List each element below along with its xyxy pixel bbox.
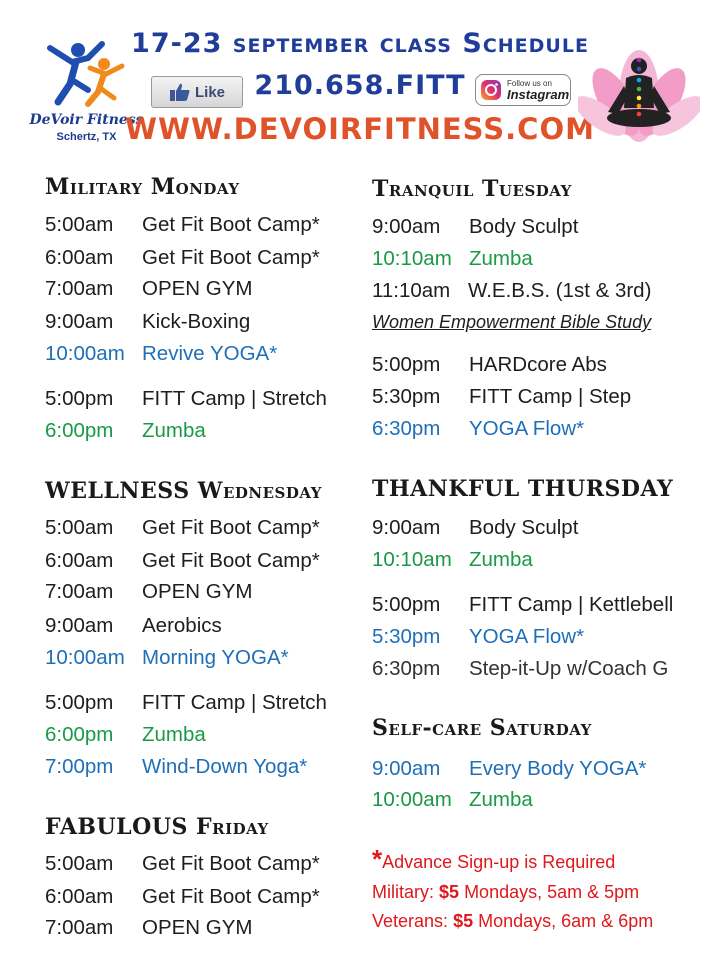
class-name: YOGA Flow* [469, 417, 585, 440]
instagram-follow-text: Follow us on [507, 78, 552, 88]
class-time: 5:00pm [372, 593, 441, 616]
class-name: Get Fit Boot Camp* [142, 885, 320, 908]
thursday-heading: THANKFUL THURSDAY [372, 476, 674, 502]
class-name: FITT Camp | Kettlebell [469, 593, 674, 616]
schedule-row [45, 341, 345, 367]
class-name: Zumba [469, 788, 533, 811]
schedule-row [45, 645, 345, 671]
class-name: Get Fit Boot Camp* [142, 213, 320, 236]
schedule-row [45, 851, 345, 877]
class-name: Revive YOGA* [142, 342, 278, 365]
class-name: OPEN GYM [142, 277, 253, 300]
schedule-row [372, 384, 692, 410]
brand-name: DeVoir Fitness [29, 112, 144, 128]
class-time: 9:00am [372, 757, 441, 780]
schedule-row [45, 245, 345, 271]
schedule-row [45, 212, 345, 238]
class-time: 10:00am [372, 788, 452, 811]
class-time: 7:00am [45, 916, 114, 939]
webs-note: Women Empowerment Bible Study [372, 312, 652, 332]
class-name: Body Sculpt [469, 215, 579, 238]
class-time: 6:00am [45, 549, 114, 572]
schedule-row [45, 309, 345, 335]
schedule-row [372, 515, 692, 541]
schedule-row [372, 756, 692, 782]
class-time: 11:10am [372, 279, 451, 302]
thumbs-up-icon [169, 82, 191, 102]
veterans-text: Mondays, 6am & 6pm [478, 911, 654, 931]
class-name: FITT Camp | Step [469, 385, 632, 408]
military-label: Military: [372, 882, 434, 902]
class-name: FITT Camp | Stretch [142, 691, 327, 714]
schedule-row [45, 418, 345, 444]
class-time: 5:00am [45, 516, 114, 539]
military-pricing [372, 882, 639, 903]
class-time: 9:00am [372, 215, 441, 238]
class-time: 9:00am [45, 310, 114, 333]
class-name: Step-it-Up w/Coach G [469, 657, 669, 680]
schedule-row [45, 548, 345, 574]
instagram-name: Instagram [507, 86, 570, 102]
schedule-row [372, 787, 692, 813]
schedule-row [372, 592, 692, 618]
class-time: 6:00pm [45, 419, 114, 442]
class-name: OPEN GYM [142, 580, 253, 603]
class-time: 10:10am [372, 548, 452, 571]
class-name: Zumba [142, 723, 206, 746]
class-time: 5:00am [45, 852, 114, 875]
friday-heading: FABULOUS Friday [45, 814, 269, 840]
class-name: Zumba [469, 247, 533, 270]
schedule-row [45, 515, 345, 541]
class-time: 5:00pm [372, 353, 441, 376]
class-name: Kick-Boxing [142, 310, 251, 333]
class-name: Wind-Down Yoga* [142, 755, 308, 778]
class-time: 6:00pm [45, 723, 114, 746]
monday-heading: Military Monday [45, 174, 240, 200]
class-time: 7:00am [45, 277, 114, 300]
schedule-row [45, 276, 345, 302]
class-time: 9:00am [372, 516, 441, 539]
schedule-row [45, 386, 345, 412]
page-title: 17-23 september class Schedule [131, 28, 589, 59]
class-time: 5:00pm [45, 691, 114, 714]
website-link[interactable]: WWW.DEVOIRFITNESS.COM [125, 112, 595, 146]
class-time: 10:00am [45, 342, 125, 365]
asterisk: * [372, 844, 383, 874]
class-name: W.E.B.S. (1st & 3rd) [468, 279, 652, 302]
signup-text: Advance Sign-up is Required [382, 852, 616, 872]
schedule-row [372, 214, 692, 240]
class-name: Get Fit Boot Camp* [142, 852, 320, 875]
schedule-row [372, 416, 692, 442]
schedule-row [45, 884, 345, 910]
schedule-row [372, 547, 692, 573]
yoga-lotus-graphic [578, 36, 700, 146]
saturday-heading: Self-care Saturday [372, 715, 592, 741]
tuesday-heading: Tranquil Tuesday [372, 176, 572, 202]
class-time: 7:00am [45, 580, 114, 603]
veterans-pricing [372, 911, 653, 932]
schedule-row [45, 722, 345, 748]
class-time: 6:30pm [372, 657, 441, 680]
class-name: Morning YOGA* [142, 646, 289, 669]
schedule-row [372, 656, 692, 682]
class-time: 10:10am [372, 247, 452, 270]
class-name: Zumba [142, 419, 206, 442]
class-name: Body Sculpt [469, 516, 579, 539]
schedule-row [372, 624, 692, 650]
class-name: Every Body YOGA* [469, 757, 647, 780]
schedule-row [45, 613, 345, 639]
phone-number: 210.658.FITT [254, 70, 466, 101]
class-time: 5:30pm [372, 625, 441, 648]
schedule-row [372, 352, 692, 378]
brand-location: Schertz, TX [56, 131, 117, 143]
schedule-row [372, 278, 692, 304]
instagram-badge[interactable] [475, 74, 571, 106]
class-time: 6:00am [45, 885, 114, 908]
schedule-row [45, 579, 345, 605]
class-time: 6:30pm [372, 417, 441, 440]
like-label: Like [194, 83, 225, 101]
class-name: YOGA Flow* [469, 625, 585, 648]
class-name: Get Fit Boot Camp* [142, 549, 320, 572]
schedule-row [45, 754, 345, 780]
class-time: 5:00pm [45, 387, 114, 410]
class-time: 6:00am [45, 246, 114, 269]
class-name: Get Fit Boot Camp* [142, 516, 320, 539]
instagram-icon [480, 79, 502, 101]
class-time: 5:00am [45, 213, 114, 236]
wednesday-heading: WELLNESS Wednesday [45, 478, 322, 504]
class-time: 9:00am [45, 614, 114, 637]
class-name: Get Fit Boot Camp* [142, 246, 320, 269]
schedule-row [372, 246, 692, 272]
class-name: Aerobics [142, 614, 222, 637]
class-time: 5:30pm [372, 385, 441, 408]
class-time: 7:00pm [45, 755, 114, 778]
meditation-lotus-icon [578, 36, 700, 146]
military-text: Mondays, 5am & 5pm [464, 882, 640, 902]
class-name: FITT Camp | Stretch [142, 387, 327, 410]
class-time: 10:00am [45, 646, 125, 669]
veterans-label: Veterans: [372, 911, 449, 931]
signup-note [372, 844, 615, 875]
schedule-row [45, 915, 345, 941]
class-name: HARDcore Abs [469, 353, 607, 376]
military-price: $5 [439, 882, 460, 902]
like-button[interactable] [151, 76, 243, 108]
veterans-price: $5 [453, 911, 474, 931]
schedule-row [45, 690, 345, 716]
class-name: Zumba [469, 548, 533, 571]
class-name: OPEN GYM [142, 916, 253, 939]
